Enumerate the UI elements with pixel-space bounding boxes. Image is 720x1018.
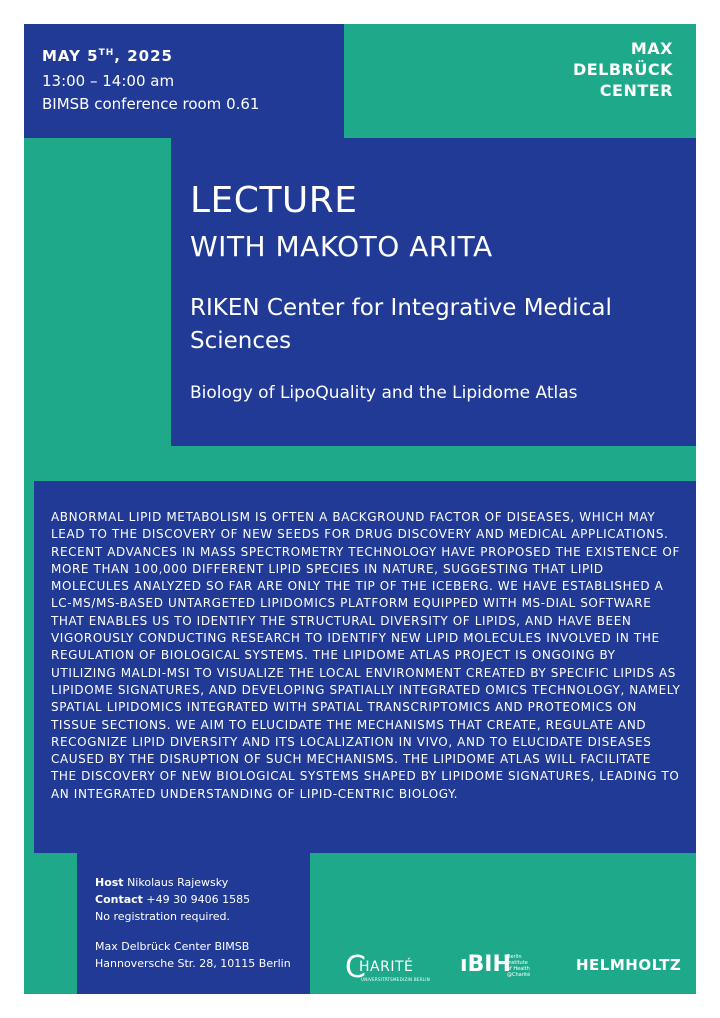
helmholtz-logo: HELMHOLTZ bbox=[576, 956, 682, 974]
lecture-heading: LECTURE bbox=[190, 180, 358, 221]
charite-logo: C HARITÉ UNIVERSITÄTSMEDIZIN BERLIN bbox=[345, 950, 431, 985]
registration-note: No registration required. bbox=[95, 910, 231, 923]
bih-logo: ıBIH Berlin Institute of Health @Charité bbox=[460, 952, 531, 978]
venue-name: Max Delbrück Center BIMSB bbox=[95, 940, 250, 953]
institution: RIKEN Center for Integrative Medical Sciences bbox=[190, 295, 612, 354]
event-date: MAY 5TH, 2025 bbox=[42, 47, 173, 65]
event-time: 13:00 – 14:00 am bbox=[42, 72, 175, 90]
host-line: Host Nikolaus Rajewsky bbox=[95, 876, 229, 889]
venue-address: Hannoversche Str. 28, 10115 Berlin bbox=[95, 957, 291, 970]
contact-line: Contact +49 30 9406 1585 bbox=[95, 893, 251, 906]
talk-title: Biology of LipoQuality and the Lipidome Atlas bbox=[190, 383, 578, 403]
event-room: BIMSB conference room 0.61 bbox=[42, 95, 260, 113]
speaker-name: WITH MAKOTO ARITA bbox=[190, 230, 493, 263]
abstract-text: ABNORMAL LIPID METABOLISM IS OFTEN A BACKGROUND FACTOR OF DISEASES, WHICH MAY LEAD TO THE DISCOVERY OF NEW SEEDS FOR DRUG DISCOVERY AND MEDICAL APPLICATIONS. RECENT ADVANCES IN MASS SPECTROMETRY TECHNOLOGY HAVE PROPOSED THE EXISTENCE OF MORE THAN 100,000 DIFFERENT LIPID SPECIES IN NATURE, SUGGESTING THAT LIPID MOLECULES ANALYZED SO FAR ARE ONLY THE TIP OF THE ICEBERG. WE HAVE ESTABLISHED A LC-MS/MS-BASED UNTARGETED LIPIDOMICS PLATFORM EQUIPPED WITH MS-DIAL SOFTWARE THAT ENABLES US TO IDENTIFY THE STRUCTURAL DIVERSITY OF LIPIDS, AND HAVE BEEN VIGOROUSLY CONDUCTING RESEARCH TO IDENTIFY NEW LIPID MOLECULES INVOLVED IN THE REGULATION OF BIOLOGICAL SYSTEMS. THE LIPIDOME ATLAS PROJECT IS ONGOING BY UTILIZING MALDI-MSI TO VISUALIZE THE LOCAL ENVIRONMENT CREATED BY SPECIFIC LIPIDS AS LIPIDOME SIGNATURES, AND DEVELOPING SPATIALLY INTEGRATED OMICS TECHNOLOGY, NAMELY SPATIAL LIPIDOMICS INTEGRATED WITH SPATIAL TRANSCRIPTOMICS AND PROTEOMICS ON TISSUE SECTIONS. WE AIM TO ELUCIDATE THE MECHANISMS THAT CREATE, REGULATE AND RECOGNIZE LIPID DIVERSITY AND ITS LOCALIZATION IN VIVO, AND TO ELUCIDATE DISEASES CAUSED BY THE DISRUPTION OF SUCH MECHANISMS. THE LIPIDOME ATLAS WILL FACILITATE THE DISCOVERY OF NEW BIOLOGICAL SYSTEMS SHAPED BY LIPIDOME SIGNATURES, LEADING TO AN INTEGRATED UNDERSTANDING OF LIPID-CENTRIC BIOLOGY. bbox=[51, 510, 681, 801]
host-panel bbox=[77, 853, 310, 994]
max-delbruck-logo: MAX DELBRÜCK CENTER bbox=[563, 40, 677, 103]
